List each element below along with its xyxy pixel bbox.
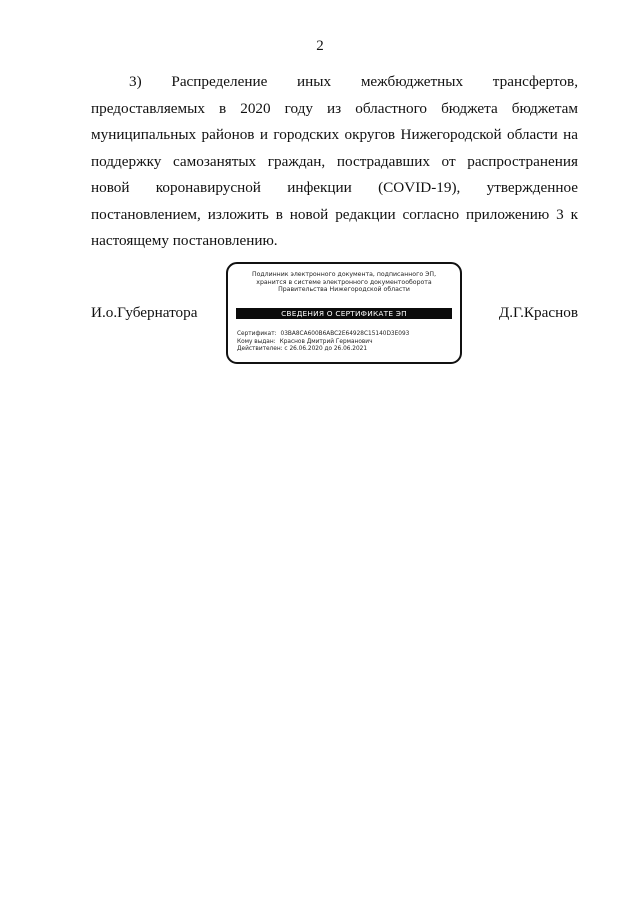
page-number: 2 — [316, 38, 324, 54]
stamp-header — [228, 271, 460, 294]
stamp-header-line: Правительства Нижегородской области — [278, 286, 410, 294]
issued-to-label: Кому выдан: — [237, 338, 276, 345]
validity-row: Действителен: с 26.06.2020 до 26.06.2021 — [237, 346, 368, 353]
stamp-header-line: хранится в системе электронного документооборота — [256, 278, 432, 286]
certificate-label: Сертификат: — [237, 331, 277, 337]
certificate-row — [237, 331, 454, 339]
signer-name: Д.Г.Краснов — [498, 304, 578, 321]
issued-to-value: Краснов Дмитрий Германович — [279, 338, 373, 345]
body-paragraph: 3) Распределение иных межбюджетных трансфертов, предоставляемых в 2020 году из областного бюджета бюджетам муниципальных районов и городских округов Нижегородской области на поддержку самозанятых граждан, пострадавших от распространения новой коронавирусной инфекции (COVID-19), утвержденное постановлением, изложить в новой редакции согласно приложению 3 к настоящему постановлению. — [91, 73, 578, 249]
electronic-signature-stamp — [226, 262, 462, 364]
stamp-certificate-info — [237, 331, 454, 354]
certificate-value: 03BA8CA600B6ABC2E64928C15140D3E093 — [280, 331, 410, 337]
stamp-header-line: Подлинник электронного документа, подписанного ЭП, — [251, 271, 437, 278]
signer-title: И.о.Губернатора — [91, 304, 198, 321]
stamp-banner: СВЕДЕНИЯ О СЕРТИФИКАТЕ ЭП — [236, 308, 452, 319]
